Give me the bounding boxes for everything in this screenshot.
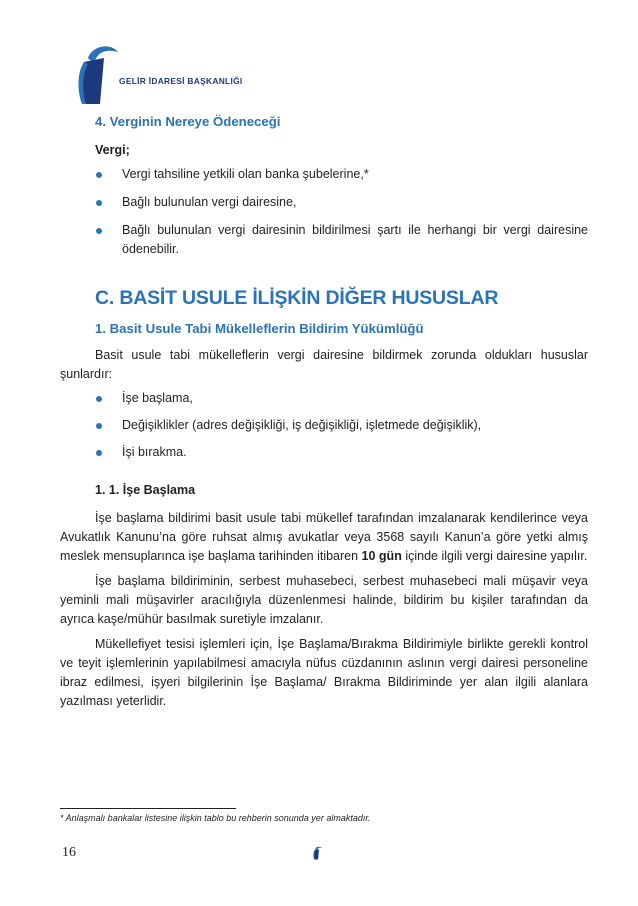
gib-small-logo-icon [312,846,324,860]
section-1-list [60,389,588,462]
org-name: GELİR İDARESİ BAŞKANLIĞI [119,76,243,86]
list-item: Bağlı bulunulan vergi dairesine, [122,193,588,212]
bullet-icon [96,450,102,456]
bullet-icon [96,228,102,234]
footnote: * Anlaşmalı bankalar listesine ilişkin tablo bu rehberin sonunda yer almaktadır. [60,813,371,823]
section-1-intro: Basit usule tabi mükelleflerin vergi dairesine bildirmek zorunda oldukları hususlar şunlardır: [60,348,588,381]
section-1-1-title: 1. 1. İşe Başlama [95,483,196,497]
footnote-divider [60,808,236,809]
list-item: Bağlı bulunulan vergi dairesinin bildirilmesi şartı ile herhangi bir vergi dairesine ödenebilir. [122,221,588,259]
bullet-icon [96,396,102,402]
section-4-title: 4. Verginin Nereye Ödeneceği [95,114,281,129]
bullet-icon [96,200,102,206]
page-content [60,112,588,711]
gib-i-logo-icon [70,44,190,106]
gib-logo [70,44,243,106]
bullet-icon [96,172,102,178]
section-1-title: 1. Basit Usule Tabi Mükelleflerin Bildirim Yükümlüğü [95,321,424,336]
list-item: Değişiklikler (adres değişikliği, iş değişikliği, işletmede değişiklik), [122,416,588,435]
section-4-intro: Vergi; [95,143,130,157]
section-c-title: C. BASİT USULE İLİŞKİN DİĞER HUSUSLAR [95,287,499,309]
paragraph: Mükellefiyet tesisi işlemleri için, İşe Başlama/Bırakma Bildirimiyle birlikte gerekli kontrol ve teyit işlemlerinin yapılabilmesi amacıyla nüfus cüzdanının aslının vergi dairesi personeline ibraz edilmesi, işyeri bilgilerinin İşe Başlama/ Bırakma Bildiriminde yer alan ilgili alanlara yazılması yeterlidir. [60,637,588,708]
bullet-icon [96,423,102,429]
paragraph: İşe başlama bildirimi basit usule tabi mükellef tarafından imzalanarak kendilerince veya Avukatlık Kanunu’na göre ruhsat almış avukatlar veya 3568 sayılı Kanun’a göre yetki almış meslek mensuplarınca işe başlama tarihinden itibaren 10 gün içinde ilgili vergi dairesine yapılır. [60,511,588,563]
section-4-list [60,165,588,259]
paragraph: İşe başlama bildiriminin, serbest muhasebeci, serbest muhasebeci mali müşavir veya yeminli mali müşavirler aracılığıyla düzenlenmesi halinde, bildirim bu kişiler tarafından da ayrıca kaşe/mühür basılmak suretiyle imzalanır. [60,574,588,626]
list-item: Vergi tahsiline yetkili olan banka şubelerine,* [122,165,588,184]
page-number: 16 [62,845,76,860]
list-item: İşe başlama, [122,389,588,408]
list-item: İşi bırakma. [122,443,588,462]
